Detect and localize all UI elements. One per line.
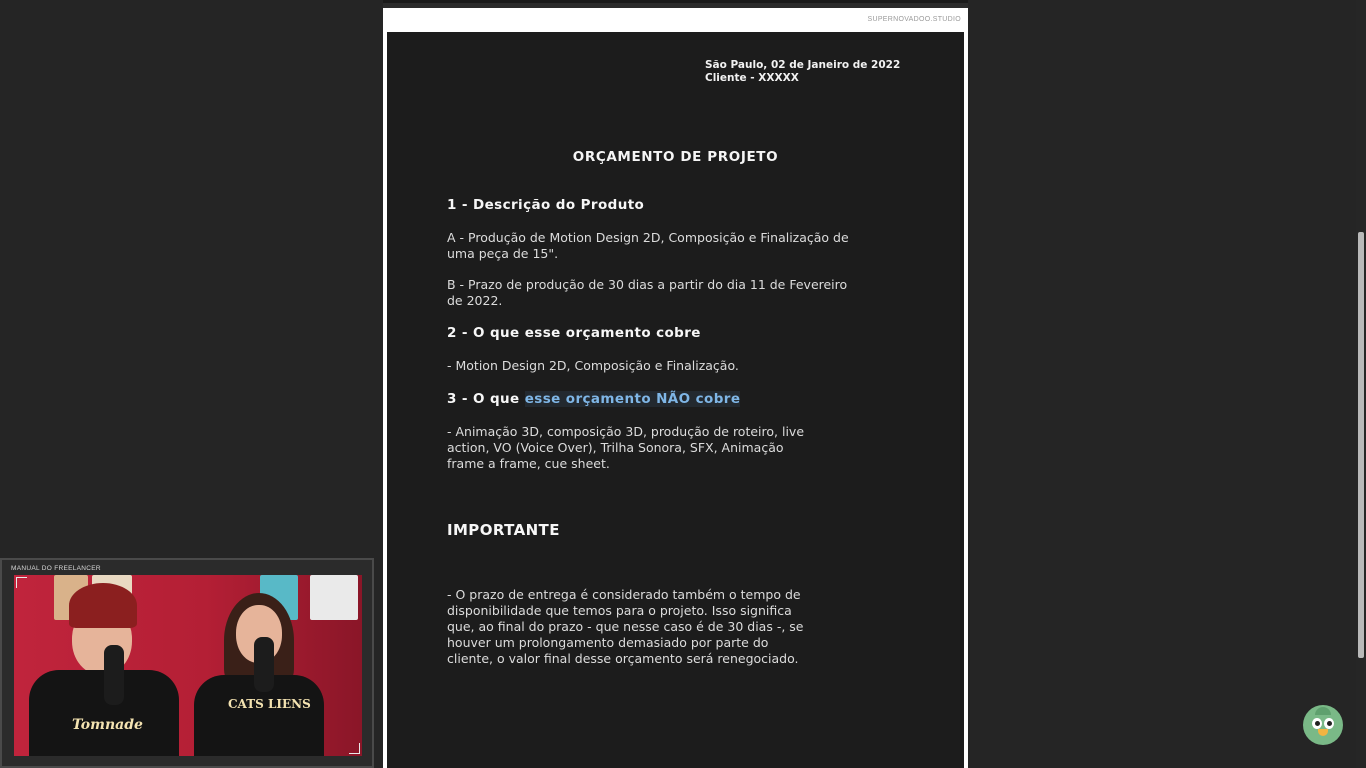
owl-mascot-icon[interactable]	[1303, 705, 1343, 745]
section-3-heading	[447, 391, 740, 407]
webcam-video	[14, 575, 362, 756]
previous-page-edge	[383, 0, 968, 3]
microphone	[104, 645, 124, 705]
section-1-item-b: B - Prazo de produção de 30 dias a partir do dia 11 de Fevereiro de 2022.	[447, 277, 848, 308]
studio-watermark: SUPERNOVADOO.STUDIO	[867, 16, 961, 23]
client-line: Cliente - XXXXX	[705, 72, 799, 84]
webcam-label: MANUAL DO FREELANCER	[11, 565, 101, 572]
important-text: - O prazo de entrega é considerado também o tempo de disponibilidade que temos para o projeto. Isso significa que, ao final do prazo - que nesse caso é de 30 dias -, se houver um prolongamento demasiado por parte do cliente, o valor final desse orçamento será renegociado.	[447, 587, 804, 666]
shirt-text: CATS LIENS	[228, 697, 311, 711]
frame-corner-icon	[349, 743, 360, 754]
important-heading: IMPORTANTE	[447, 521, 560, 539]
shirt-text: Tomnade	[72, 717, 143, 733]
document-title: ORÇAMENTO DE PROJETO	[572, 149, 779, 165]
section-3-heading-prefix: 3 - O que	[447, 391, 525, 407]
section-3-item: - Animação 3D, composição 3D, produção de roteiro, live action, VO (Voice Over), Trilha Sonora, SFX, Animação frame a frame, cue sheet.	[447, 424, 805, 471]
section-2-heading: 2 - O que esse orçamento cobre	[447, 325, 701, 341]
microphone	[254, 637, 274, 692]
section-3-heading-highlight[interactable]: esse orçamento NÃO cobre	[524, 391, 741, 407]
host-right	[194, 575, 334, 756]
section-1-heading: 1 - Descrição do Produto	[447, 197, 645, 213]
scrollbar-thumb[interactable]	[1358, 232, 1364, 658]
section-2-item: - Motion Design 2D, Composição e Finalização.	[447, 358, 739, 373]
right-background	[968, 0, 1366, 768]
document-body	[387, 32, 964, 768]
document-meta	[705, 59, 900, 85]
host-left	[24, 575, 174, 756]
section-1-item-a: A - Produção de Motion Design 2D, Composição e Finalização de uma peça de 15".	[447, 230, 849, 261]
date-line: São Paulo, 02 de Janeiro de 2022	[705, 59, 901, 71]
webcam-overlay	[0, 558, 374, 768]
